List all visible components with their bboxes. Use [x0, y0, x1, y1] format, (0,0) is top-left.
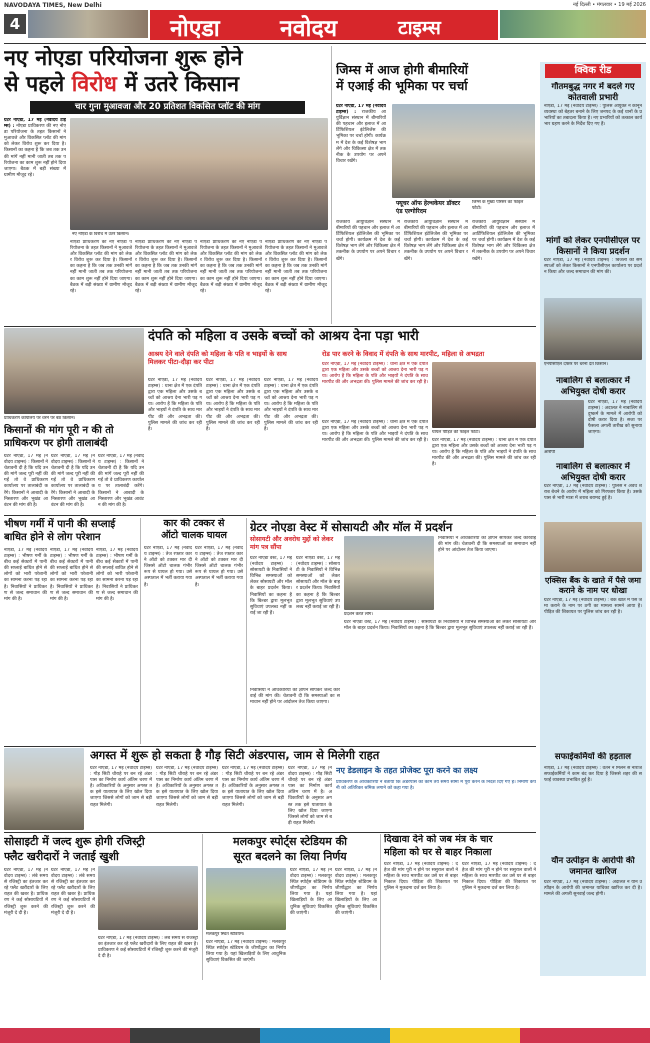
truck-headline: [144, 518, 244, 542]
lead-body-col4: [200, 240, 262, 328]
sidebar-story3-headline: नाबालिग से बलात्कार में अभियुक्त दोषी करार: [556, 376, 630, 397]
lead-body-col4-text: नोएडा प्राधिकरण की नए नोएडा परियोजना के तहत किसानों ने मुआवजे और विकसित प्लॉट की मांग को लेकर विरोध शुरू कर दिया है। किसानों का कहना है कि जब तक उनकी मांगें नहीं मानी जाती तब तक परियोजना का काम शुरू नहीं होने दिया जाएगा। बैठक में बड़ी संख्या में ग्रामीण मौजूद रहे।: [200, 240, 262, 294]
sidebar-story4-body: ग्रेटर नोएडा, 17 मई (नवोदय टाइम्स) : पुलिस ने अवैध शराब बेचने के आरोप में महिला को गिरफ्तार किया है। उसके पास से भारी मात्रा में शराब बरामद हुई है।: [544, 484, 642, 502]
ai-body-col3-text: राजकीय आयुर्विज्ञान संस्थान में बीमारियों की पहचान और इलाज में आर्टिफिशियल इंटेलिजेंस की भूमिका पर चर्चा होगी। कार्यक्रम में देश के कई विशेषज्ञ भाग लेंगे और चिकित्सा क्षेत्र में तकनीक के उपयोग पर अपने विचार रखेंगे।: [404, 220, 468, 262]
lead-body: [4, 118, 66, 268]
lead-body-col3: [135, 240, 197, 328]
shelter-headline: दंपति को महिला व उसके बच्चों को आश्रय देना पड़ा भारी: [148, 329, 419, 344]
heat-body-c: नोएडा, 17 मई (नवोदय टाइम्स) : भीषण गर्मी के बीच कई सेक्टरों में पानी की सप्लाई बाधित होने से लोगों को भारी परेशानी का सामना करना पड़ रहा है। निवासियों ने प्राधिकरण से जल्द समाधान की मांग की है।: [96, 548, 138, 602]
heat-body-b: नोएडा, 17 मई (नवोदय टाइम्स) : भीषण गर्मी के बीच कई सेक्टरों में पानी की सप्लाई बाधित होने से लोगों को भारी परेशानी का सामना करना पड़ रहा है। निवासियों ने प्राधिकरण से जल्द समाधान की मांग की है।: [50, 548, 93, 602]
masthead-banner: [150, 10, 498, 40]
sidebar-story7-headline: यौन उत्पीड़न के आरोपी की जमानत खारिज: [551, 856, 635, 877]
stadium-body-a: ग्रेटर नोएडा, 17 मई (नवोदय टाइम्स) : मलकपुर स्थित स्पोर्ट्स स्टेडियम के जीर्णोद्धार का निर्णय लिया गया है। यहां खिलाड़ियों के लिए आधुनिक सुविधाएं विकसित की जाएंगी।: [206, 940, 286, 964]
lead-headline: [4, 46, 329, 98]
dowry-body-b: ग्रेटर नोएडा, 17 मई (नवोदय टाइम्स) : दहेज की मांग पूरी न होने पर ससुराल वालों ने महिला के साथ मारपीट कर उसे घर से बाहर निकाल दिया। पीड़िता की शिकायत पर पुलिस ने मुकदमा दर्ज कर लिया है।: [462, 862, 536, 892]
ai-headline: [336, 62, 536, 94]
masthead-brand: NAVODAYA TIMES, New Delhi: [4, 2, 102, 9]
lead-body-col3-text: नोएडा प्राधिकरण की नए नोएडा परियोजना के तहत किसानों ने मुआवजे और विकसित प्लॉट की मांग को लेकर विरोध शुरू कर दिया है। किसानों का कहना है कि जब तक उनकी मांगें नहीं मानी जाती तब तक परियोजना का काम शुरू नहीं होने दिया जाएगा। बैठक में बड़ी संख्या में ग्रामीण मौजूद रहे।: [135, 240, 197, 294]
sidebar-story3-body: ग्रेटर नोएडा, 17 मई (नवोदय टाइम्स) : अदालत ने नाबालिग से दुष्कर्म के मामले में आरोपी को दोषी करार दिया है। सजा पर फैसला अगली तारीख को सुनाया जाएगा।: [588, 400, 642, 436]
lead-headline-line2-post: में उतरे किसान: [116, 72, 240, 97]
society-photo: [344, 536, 434, 610]
farmers-body-a: ग्रेटर नोएडा, 17 मई (नवोदय टाइम्स) : किसानों ने चेतावनी दी है कि यदि उनकी मांगें जल्द पूरी नहीं की गईं तो वे प्राधिकरण कार्यालय पर तालाबंदी करेंगे। किसानों ने आबादी के निस्तारण और भूखंड आवंटन की मांग की है।: [4, 454, 48, 508]
registry-body-c: ग्रेटर नोएडा, 17 मई (नवोदय टाइम्स) : लंबे समय से रजिस्ट्री का इंतजार कर रहे फ्लैट खरीदारों के लिए राहत की खबर है। प्राधिकरण ने कई सोसायटियों में रजिस्ट्री शुरू करने की मंजूरी दे दी है।: [98, 936, 198, 960]
stadium-headline: [206, 834, 374, 864]
sidebar-story1-body: नोएडा, 17 मई (नवोदय टाइम्स) : पुलिस आयुक्त ने कानून व्यवस्था को बेहतर बनाने के लिए जनपद के कई थानों के प्रभारियों का तबादला किया है। नए प्रभारियों को तत्काल कार्यभार ग्रहण करने के निर्देश दिए गए हैं।: [544, 104, 642, 128]
sidebar-story7-body: ग्रेटर नोएडा, 17 मई (नवोदय टाइम्स) : अदालत ने यौन उत्पीड़न के आरोपी की जमानत याचिका खारिज कर दी है। मामले की अगली सुनवाई जल्द होगी।: [544, 880, 642, 898]
ai-quote: फ्यूचर ऑफ हेल्थकेयर डॉक्टर एंड एल्गोरिदम: [396, 200, 461, 215]
sidebar-story5-headline: एक्सिस बैंक के खाते में पैसे जमा कराने के नाम पर धोखा: [545, 576, 641, 595]
dowry-headline-line2: महिला को घर से बाहर निकाला: [384, 846, 492, 858]
lead-photo-caption: नए नोएडा के विरोध में उतरे किसान।: [72, 232, 130, 237]
society-headline: ग्रेटर नोएडा वेस्ट में सोसायटी और मॉल में प्रदर्शन: [250, 520, 453, 534]
page-number: 4: [4, 14, 26, 34]
shelter-kicker-body: ग्रेटर नोएडा, 17 मई (नवोदय टाइम्स) : थाना क्षेत्र में एक दंपति द्वारा एक महिला और उसके बच्चों को आश्रय देना भारी पड़ गया। आरोप है कि महिला के पति और भाइयों ने दंपति के साथ मारपीट की और अभद्रता की। पुलिस मामले की जांच कर रही है।: [322, 362, 428, 386]
dowry-headline-line1: दिखावा देने को जब मंत्र के चार: [384, 834, 493, 845]
masthead-photo-right: [500, 10, 646, 38]
lead-body-col2: [70, 240, 132, 328]
society-body-c: निवासियों ने अधिकारियों को ज्ञापन सौंपकर जल्द कार्रवाई की मांग की। चेतावनी दी कि समस्याओं का समाधान नहीं होने पर आंदोलन तेज किया जाएगा।: [438, 536, 536, 554]
truck-headline-line1: कार की टक्कर से: [163, 518, 225, 529]
stadium-headline-line1: मलकपुर स्पोर्ट्स स्टेडियम की: [233, 835, 347, 848]
sidebar-story2-body: ग्रेटर नोएडा, 17 मई (नवोदय टाइम्स) : बिजली की समस्याओं को लेकर किसानों ने एनपीसीएल कार्यालय पर प्रदर्शन किया और जल्द समाधान की मांग की।: [544, 258, 642, 276]
farmers-photo-caption: प्राधिकरण कार्यालय पर धरने पर बैठे किसान।: [4, 416, 76, 421]
registry-headline-line2: फ्लैट खरीदारों ने जताई खुशी: [4, 850, 119, 863]
sidebar-story5-body: ग्रेटर नोएडा, 17 मई (नवोदय टाइम्स) : बैंक खाते में पैसे जमा कराने के नाम पर ठगी का मामला सामने आया है। पीड़ित की शिकायत पर पुलिस जांच कर रही है।: [544, 598, 642, 616]
ai-headline-line2: में एआई की भूमिका पर चर्चा: [336, 78, 468, 93]
stadium-body-c: ग्रेटर नोएडा, 17 मई (नवोदय टाइम्स) : मलकपुर स्थित स्पोर्ट्स स्टेडियम के जीर्णोद्धार का निर्णय लिया गया है। यहां खिलाड़ियों के लिए आधुनिक सुविधाएं विकसित की जाएंगी।: [335, 868, 377, 916]
ai-photo: [392, 104, 535, 198]
heat-headline-line2: बाधित होने से लोग परेशान: [4, 532, 101, 543]
ai-body-text: राजकीय आयुर्विज्ञान संस्थान में बीमारियों की पहचान और इलाज में आर्टिफिशियल इंटेलिजेंस की भूमिका पर चर्चा होगी। कार्यक्रम में देश के कई विशेषज्ञ भाग लेंगे और चिकित्सा क्षेत्र में तकनीक के उपयोग पर अपने विचार रखेंगे।: [336, 110, 386, 164]
printer-strip: [0, 1028, 650, 1043]
masthead-date: नई दिल्ली • मंगलवार • 19 मई 2026: [573, 2, 646, 8]
ai-body-col4: [472, 220, 535, 324]
registry-body-b: ग्रेटर नोएडा, 17 मई (नवोदय टाइम्स) : लंबे समय से रजिस्ट्री का इंतजार कर रहे फ्लैट खरीदारों के लिए राहत की खबर है। प्राधिकरण ने कई सोसायटियों में रजिस्ट्री शुरू करने की मंजूरी दे दी है।: [51, 868, 95, 916]
shelter-body-b: ग्रेटर नोएडा, 17 मई (नवोदय टाइम्स) : थाना क्षेत्र में एक दंपति द्वारा एक महिला और उसके बच्चों को आश्रय देना भारी पड़ गया। आरोप है कि महिला के पति और भाइयों ने दंपति के साथ मारपीट की और अभद्रता की। पुलिस मामले की जांच कर रही है।: [206, 378, 260, 432]
lead-dateline: ग्रेटर नोएडा, 17 मई (नवोदय टाइम्स) :: [4, 118, 66, 130]
registry-photo: [98, 866, 198, 930]
masthead-title-left: नोएडा: [170, 16, 220, 42]
dowry-headline: [384, 834, 536, 859]
heat-headline-line1: भीषण गर्मी में पानी की सप्लाई: [4, 519, 116, 530]
farmers-headline: [4, 424, 144, 450]
shelter-body-e: ग्रेटर नोएडा, 17 मई (नवोदय टाइम्स) : थाना क्षेत्र में एक दंपति द्वारा एक महिला और उसके बच्चों को आश्रय देना भारी पड़ गया। आरोप है कि महिला के पति और भाइयों ने दंपति के साथ मारपीट की और अभद्रता की। पुलिस मामले की जांच कर रही है।: [432, 438, 536, 468]
shelter-photo-caption: घायल पीड़ित की फाइल फोटो।: [432, 430, 481, 435]
farmers-headline-line1: किसानों की मांग पूरी न की तो: [4, 425, 114, 436]
sidebar-story6-headline: सफाईकर्मियों की हड़ताल: [554, 752, 632, 762]
underpass-headline: अगस्त में शुरू हो सकता है गौड़ सिटी अंडरपास, जाम से मिलेगी राहत: [90, 748, 380, 762]
shelter-body-a: ग्रेटर नोएडा, 17 मई (नवोदय टाइम्स) : थाना क्षेत्र में एक दंपति द्वारा एक महिला और उसके बच्चों को आश्रय देना भारी पड़ गया। आरोप है कि महिला के पति और भाइयों ने दंपति के साथ मारपीट की और अभद्रता की। पुलिस मामले की जांच कर रही है।: [148, 378, 202, 432]
ai-body-col2-text: राजकीय आयुर्विज्ञान संस्थान में बीमारियों की पहचान और इलाज में आर्टिफिशियल इंटेलिजेंस की भूमिका पर चर्चा होगी। कार्यक्रम में देश के कई विशेषज्ञ भाग लेंगे और चिकित्सा क्षेत्र में तकनीक के उपयोग पर अपने विचार रखेंगे।: [336, 220, 400, 262]
lead-headline-line2-pre: से पहले: [4, 72, 72, 97]
underpass-photo: [4, 748, 84, 830]
farmers-headline-line2: प्राधिकरण पर होगी तालाबंदी: [4, 438, 108, 449]
sidebar-story4-headline: नाबालिग से बलात्कार में अभियुक्त दोषी करार: [556, 462, 630, 483]
society-photo-caption: प्रदर्शन करते लोग।: [344, 612, 373, 617]
lead-body-col2-text: नोएडा प्राधिकरण की नए नोएडा परियोजना के तहत किसानों ने मुआवजे और विकसित प्लॉट की मांग को लेकर विरोध शुरू कर दिया है। किसानों का कहना है कि जब तक उनकी मांगें नहीं मानी जाती तब तक परियोजना का काम शुरू नहीं होने दिया जाएगा। बैठक में बड़ी संख्या में ग्रामीण मौजूद रहे।: [70, 240, 132, 294]
truck-headline-line2: ऑटो चालक घायल: [161, 530, 227, 541]
ai-headline-line1: जिम्स में आज होगी बीमारियों: [336, 62, 469, 77]
sidebar-story1-headline: गौतमबुद्ध नगर में बदले गए कोतवाली प्रभारी: [551, 82, 635, 103]
masthead-title-mid: नवोदय: [280, 16, 338, 42]
lead-headline-line2: [4, 72, 329, 98]
society-body-e: निवासियों ने अधिकारियों को ज्ञापन सौंपकर जल्द कार्रवाई की मांग की। चेतावनी दी कि समस्याओं का समाधान नहीं होने पर आंदोलन तेज किया जाएगा।: [250, 688, 340, 706]
heat-headline: [4, 518, 136, 544]
shelter-body-d: ग्रेटर नोएडा, 17 मई (नवोदय टाइम्स) : थाना क्षेत्र में एक दंपति द्वारा एक महिला और उसके बच्चों को आश्रय देना भारी पड़ गया। आरोप है कि महिला के पति और भाइयों ने दंपति के साथ मारपीट की और अभद्रता की। पुलिस मामले की जांच कर रही है।: [322, 420, 428, 444]
ai-dateline: ग्रेटर नोएडा, 17 मई (नवोदय टाइम्स) :: [336, 104, 386, 116]
quick-read-title: क्विक रीड: [545, 64, 641, 78]
heat-body-a: नोएडा, 17 मई (नवोदय टाइम्स) : भीषण गर्मी के बीच कई सेक्टरों में पानी की सप्लाई बाधित होने से लोगों को भारी परेशानी का सामना करना पड़ रहा है। निवासियों ने प्राधिकरण से जल्द समाधान की मांग की है।: [4, 548, 47, 602]
underpass-kicker: नए डेडलाइन के तहत प्रोजेक्ट पूरा करने का लक्ष्य: [336, 766, 478, 775]
sidebar-story3-photo: [544, 400, 584, 448]
ai-body-col3: [404, 220, 468, 324]
ai-photo-caption: जिम्स के मुख्य परिसर का फाइल फोटो।: [472, 200, 524, 211]
truck-body-b: ग्रेटर नोएडा, 17 मई (नवोदय टाइम्स) : तेज रफ्तार कार ने ऑटो को टक्कर मार दी जिससे ऑटो चालक गंभीर रूप से घायल हो गया। उसे अस्पताल में भर्ती कराया गया है।: [195, 546, 243, 588]
underpass-kicker-body: प्राधिकरण के अधिकारियों ने बताया कि अंडरपास का काम तय समय सीमा में पूरा करने के निर्देश दिए गए हैं। निर्माण कंपनी को अतिरिक्त श्रमिक लगाने को कहा गया है।: [336, 780, 536, 792]
farmers-body-c: ग्रेटर नोएडा, 17 मई (नवोदय टाइम्स) : किसानों ने चेतावनी दी है कि यदि उनकी मांगें जल्द पूरी नहीं की गईं तो वे प्राधिकरण कार्यालय पर तालाबंदी करेंगे। किसानों ने आबादी के निस्तारण और भूखंड आवंटन की मांग की है।: [98, 454, 144, 508]
sidebar-story2-caption: एनपीसीएल दफ्तर पर धरना देते किसान।: [544, 362, 608, 367]
sidebar-story4-photo: [544, 522, 642, 572]
truck-body-a: ग्रेटर नोएडा, 17 मई (नवोदय टाइम्स) : तेज रफ्तार कार ने ऑटो को टक्कर मार दी जिससे ऑटो चालक गंभीर रूप से घायल हो गया। उसे अस्पताल में भर्ती कराया गया है।: [144, 546, 192, 588]
farmers-photo: [4, 328, 144, 414]
farmers-body-b: ग्रेटर नोएडा, 17 मई (नवोदय टाइम्स) : किसानों ने चेतावनी दी है कि यदि उनकी मांगें जल्द पूरी नहीं की गईं तो वे प्राधिकरण कार्यालय पर तालाबंदी करेंगे। किसानों ने आबादी के निस्तारण और भूखंड आवंटन की मांग की है।: [51, 454, 95, 508]
underpass-body-d: ग्रेटर नोएडा, 17 मई (नवोदय टाइम्स) : गौड़ सिटी चौराहे पर बन रहे अंडरपास का निर्माण कार्य अंतिम चरण में है। अधिकारियों के अनुसार अगस्त तक इसे यातायात के लिए खोल दिया जाएगा जिससे लोगों को जाम से बड़ी राहत मिलेगी।: [288, 766, 332, 826]
sidebar-story6-body: नोएडा, 17 मई (नवोदय टाइम्स) : वेतन न मिलने से नाराज सफाईकर्मियों ने काम बंद कर दिया है जिससे शहर की सफाई व्यवस्था प्रभावित हुई है।: [544, 766, 642, 784]
lead-body-text: नोएडा प्राधिकरण की नए नोएडा परियोजना के तहत किसानों ने मुआवजे और विकसित प्लॉट की मांग को लेकर विरोध शुरू कर दिया है। किसानों का कहना है कि जब तक उनकी मांगें नहीं मानी जाती तब तक परियोजना का काम शुरू नहीं होने दिया जाएगा। बैठक में बड़ी संख्या में ग्रामीण मौजूद रहे।: [4, 124, 66, 178]
shelter-photo: [432, 362, 536, 428]
society-kicker: सोसायटी और अवरोध मुद्दों को लेकर मांग पत्र सौंपा: [250, 536, 334, 551]
masthead-photo-left: [28, 10, 148, 38]
ai-body-col4-text: राजकीय आयुर्विज्ञान संस्थान में बीमारियों की पहचान और इलाज में आर्टिफिशियल इंटेलिजेंस की भूमिका पर चर्चा होगी। कार्यक्रम में देश के कई विशेषज्ञ भाग लेंगे और चिकित्सा क्षेत्र में तकनीक के उपयोग पर अपने विचार रखेंगे।: [472, 220, 535, 262]
registry-headline-line1: सोसाइटी में जल्द शुरू होगी रजिस्ट्री: [4, 835, 145, 848]
registry-body-a: ग्रेटर नोएडा, 17 मई (नवोदय टाइम्स) : लंबे समय से रजिस्ट्री का इंतजार कर रहे फ्लैट खरीदारों के लिए राहत की खबर है। प्राधिकरण ने कई सोसायटियों में रजिस्ट्री शुरू करने की मंजूरी दे दी है।: [4, 868, 48, 916]
lead-headline-line1: नए नोएडा परियोजना शुरू होने: [4, 46, 243, 71]
lead-body-col5-text: नोएडा प्राधिकरण की नए नोएडा परियोजना के तहत किसानों ने मुआवजे और विकसित प्लॉट की मांग को लेकर विरोध शुरू कर दिया है। किसानों का कहना है कि जब तक उनकी मांगें नहीं मानी जाती तब तक परियोजना का काम शुरू नहीं होने दिया जाएगा। बैठक में बड़ी संख्या में ग्रामीण मौजूद रहे।: [265, 240, 327, 294]
ai-body: [336, 104, 386, 214]
sidebar-story2-photo: [544, 298, 642, 360]
society-body-a: ग्रेटर नोएडा वेस्ट, 17 मई (नवोदय टाइम्स) : सोसायटी के निवासियों ने विभिन्न समस्याओं को लेकर सोसायटी और मॉल के बाहर प्रदर्शन किया। निवासियों का कहना है कि बिल्डर द्वारा मूलभूत सुविधाएं उपलब्ध नहीं कराई जा रही हैं।: [250, 556, 292, 616]
underpass-body-c: ग्रेटर नोएडा, 17 मई (नवोदय टाइम्स) : गौड़ सिटी चौराहे पर बन रहे अंडरपास का निर्माण कार्य अंतिम चरण में है। अधिकारियों के अनुसार अगस्त तक इसे यातायात के लिए खोल दिया जाएगा जिससे लोगों को जाम से बड़ी राहत मिलेगी।: [222, 766, 284, 808]
underpass-body-b: ग्रेटर नोएडा, 17 मई (नवोदय टाइम्स) : गौड़ सिटी चौराहे पर बन रहे अंडरपास का निर्माण कार्य अंतिम चरण में है। अधिकारियों के अनुसार अगस्त तक इसे यातायात के लिए खोल दिया जाएगा जिससे लोगों को जाम से बड़ी राहत मिलेगी।: [156, 766, 218, 808]
lead-subheadline: चार गुना मुआवजा और 20 प्रतिशत विकसित प्लॉट की मांग: [30, 101, 305, 114]
dowry-body-a: ग्रेटर नोएडा, 17 मई (नवोदय टाइम्स) : दहेज की मांग पूरी न होने पर ससुराल वालों ने महिला के साथ मारपीट कर उसे घर से बाहर निकाल दिया। पीड़िता की शिकायत पर पुलिस ने मुकदमा दर्ज कर लिया है।: [384, 862, 458, 892]
society-body-b: ग्रेटर नोएडा वेस्ट, 17 मई (नवोदय टाइम्स) : सोसायटी के निवासियों ने विभिन्न समस्याओं को लेकर सोसायटी और मॉल के बाहर प्रदर्शन किया। निवासियों का कहना है कि बिल्डर द्वारा मूलभूत सुविधाएं उपलब्ध नहीं कराई जा रही हैं।: [296, 556, 340, 610]
stadium-body-b: ग्रेटर नोएडा, 17 मई (नवोदय टाइम्स) : मलकपुर स्थित स्पोर्ट्स स्टेडियम के जीर्णोद्धार का निर्णय लिया गया है। यहां खिलाड़ियों के लिए आधुनिक सुविधाएं विकसित की जाएंगी।: [290, 868, 332, 916]
sidebar-story2-headline: मांगों को लेकर एनपीसीएल पर किसानों ने किया प्रदर्शन: [546, 236, 640, 257]
masthead-title-right: टाइम्स: [398, 17, 441, 39]
stadium-headline-line2: सूरत बदलने का लिया निर्णय: [233, 850, 347, 863]
masthead: [0, 0, 650, 42]
shelter-quote: आश्रय देने वाले दंपति को महिला के पति व भाइयों के साथ मिलकर पीटा-दौड़ा कर पीटा: [148, 350, 287, 366]
shelter-kicker: रोड पार करने के विवाद में दंपति के साथ मारपीट, महिला से अभद्रता: [322, 350, 485, 358]
sidebar-story3-caption: आरोपी: [544, 450, 556, 455]
stadium-photo-caption: मलकपुर स्थित स्टेडियम।: [206, 932, 245, 937]
ai-body-col2: [336, 220, 400, 324]
underpass-body-a: ग्रेटर नोएडा, 17 मई (नवोदय टाइम्स) : गौड़ सिटी चौराहे पर बन रहे अंडरपास का निर्माण कार्य अंतिम चरण में है। अधिकारियों के अनुसार अगस्त तक इसे यातायात के लिए खोल दिया जाएगा जिससे लोगों को जाम से बड़ी राहत मिलेगी।: [90, 766, 152, 808]
lead-body-col5: [265, 240, 327, 328]
stadium-photo: [206, 868, 286, 930]
lead-headline-highlight: विरोध: [71, 72, 117, 97]
shelter-body-c: ग्रेटर नोएडा, 17 मई (नवोदय टाइम्स) : थाना क्षेत्र में एक दंपति द्वारा एक महिला और उसके बच्चों को आश्रय देना भारी पड़ गया। आरोप है कि महिला के पति और भाइयों ने दंपति के साथ मारपीट की और अभद्रता की। पुलिस मामले की जांच कर रही है।: [264, 378, 318, 432]
lead-photo: [70, 118, 328, 230]
registry-headline: [4, 834, 200, 864]
society-body-d: ग्रेटर नोएडा वेस्ट, 17 मई (नवोदय टाइम्स) : सोसायटी के निवासियों ने विभिन्न समस्याओं को लेकर सोसायटी और मॉल के बाहर प्रदर्शन किया। निवासियों का कहना है कि बिल्डर द्वारा मूलभूत सुविधाएं उपलब्ध नहीं कराई जा रही हैं।: [344, 620, 536, 632]
